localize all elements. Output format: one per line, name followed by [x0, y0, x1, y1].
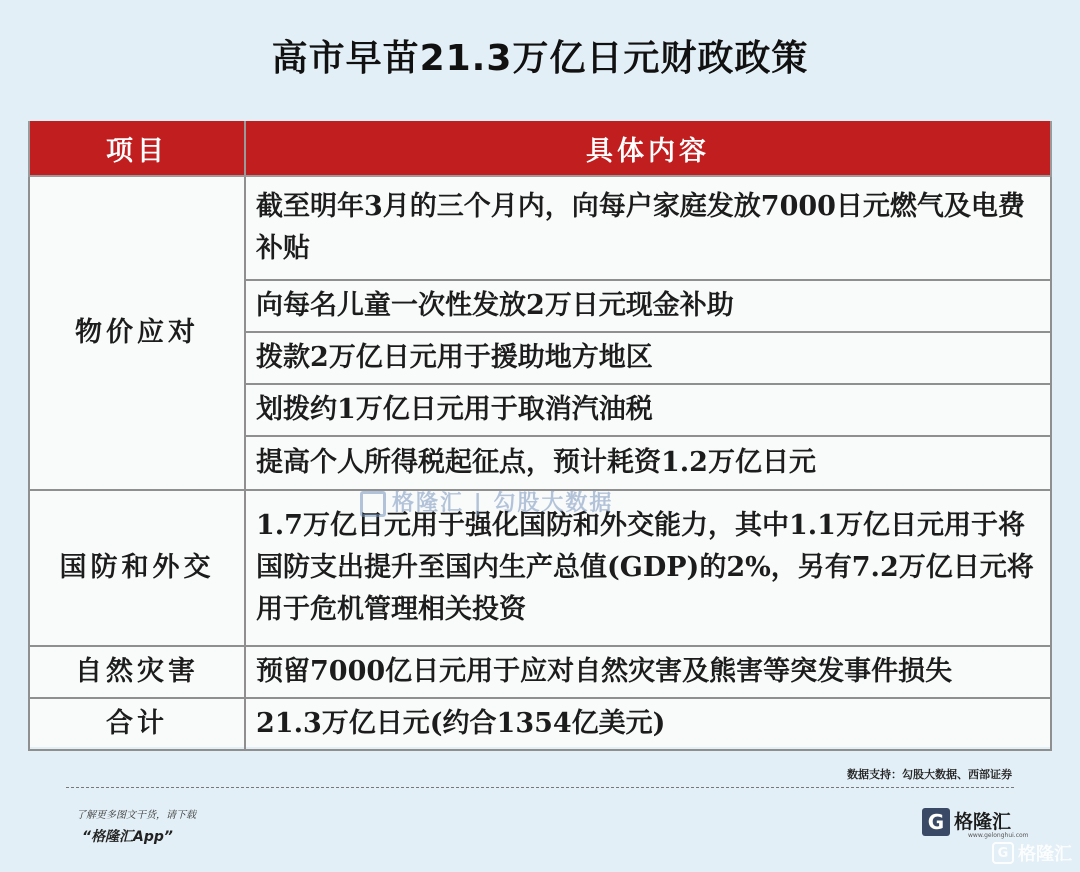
table-row: [29, 176, 1051, 280]
header-item: 项目: [29, 121, 245, 176]
promo-line-1: 了解更多图文干货，请下载: [76, 810, 196, 821]
brand-g-icon: G: [922, 808, 950, 836]
table-header-row: [29, 121, 1051, 176]
brand-url: www.gelonghui.com: [968, 832, 1029, 839]
divider: [66, 787, 1014, 788]
row-content: 提高个人所得税起征点，预计耗资1.2万亿日元: [245, 436, 1051, 490]
brand-name: 格隆汇: [954, 810, 1012, 833]
row-content: 截至明年3月的三个月内，向每户家庭发放7000日元燃气及电费补贴: [245, 176, 1051, 280]
corner-watermark: [992, 840, 1072, 866]
policy-table: [28, 121, 1052, 751]
data-source-note: 数据支持：勾股大数据、西部证券: [847, 768, 1012, 781]
row-item-price: 物价应对: [29, 176, 245, 490]
row-item-disaster: 自然灾害: [29, 646, 245, 698]
table-row: [29, 646, 1051, 698]
row-item-defense: 国防和外交: [29, 490, 245, 646]
row-content: 划拨约1万亿日元用于取消汽油税: [245, 384, 1051, 436]
watermark-text: 格隆汇 | 勾股大数据: [392, 491, 614, 516]
corner-text: 格隆汇: [1018, 844, 1072, 865]
corner-g-icon: G: [992, 842, 1014, 864]
row-content: 1.7万亿日元用于强化国防和外交能力，其中1.1万亿日元用于将国防支出提升至国内生产总值(GDP)的2%，另有7.2万亿日元将用于危机管理相关投资: [245, 490, 1051, 646]
page-title: 高市早苗21.3万亿日元财政政策: [271, 38, 809, 79]
header-content: 具体内容: [245, 121, 1051, 176]
row-content: 向每名儿童一次性发放2万日元现金补助: [245, 280, 1051, 332]
table-row: [29, 698, 1051, 750]
row-content: 21.3万亿日元(约合1354亿美元): [245, 698, 1051, 750]
table-row: [29, 490, 1051, 646]
row-content: 拨款2万亿日元用于援助地方地区: [245, 332, 1051, 384]
row-item-total: 合计: [29, 698, 245, 750]
row-content: 预留7000亿日元用于应对自然灾害及熊害等突发事件损失: [245, 646, 1051, 698]
policy-table-container: [28, 121, 1052, 747]
promo-line-2: “格隆汇App”: [82, 829, 173, 845]
